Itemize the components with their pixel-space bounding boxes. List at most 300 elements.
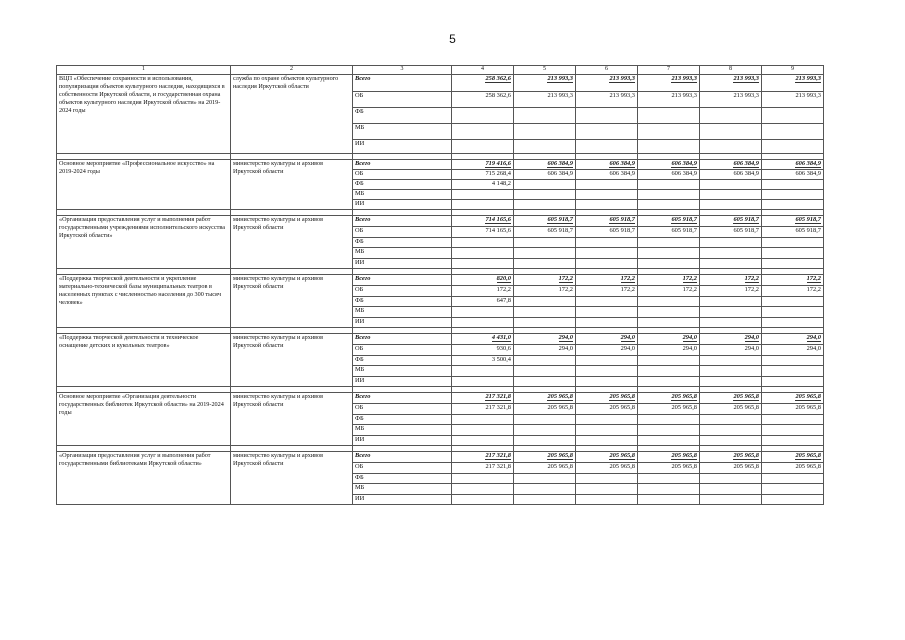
funding-source: Всего — [353, 392, 452, 403]
amount-value: 606 384,9 — [795, 169, 821, 177]
executor: министерство культуры и архивов Иркутской области — [231, 215, 353, 268]
funding-source: МБ — [353, 123, 452, 139]
amount-value: 213 993,3 — [609, 74, 635, 82]
amount-cell — [762, 483, 824, 494]
column-number: 7 — [638, 66, 700, 75]
amount-cell — [700, 91, 762, 107]
amount-cell — [576, 306, 638, 317]
amount-cell — [514, 414, 576, 424]
amount-value: 714 165,6 — [485, 215, 511, 223]
executor: министерство культуры и архивов Иркутской области — [231, 274, 353, 327]
amount-cell — [452, 237, 514, 247]
amount-cell — [514, 285, 576, 296]
amount-cell — [700, 199, 762, 209]
amount-cell — [452, 91, 514, 107]
amount-cell — [638, 414, 700, 424]
amount-cell — [638, 107, 700, 123]
amount-cell — [514, 494, 576, 504]
amount-cell — [452, 403, 514, 414]
amount-value: 205 965,8 — [609, 451, 635, 459]
amount-cell — [514, 107, 576, 123]
funding-source: ИИ — [353, 435, 452, 445]
executor: министерство культуры и архивов Иркутской области — [231, 333, 353, 386]
amount-cell — [762, 91, 824, 107]
amount-cell — [700, 296, 762, 306]
amount-value: 217 321,8 — [485, 462, 511, 470]
amount-cell — [638, 296, 700, 306]
amount-cell — [762, 376, 824, 386]
amount-cell — [514, 355, 576, 365]
amount-cell — [576, 169, 638, 179]
amount-value: 719 416,6 — [485, 159, 511, 167]
amount-cell — [762, 344, 824, 355]
executor: министерство культуры и архивов Иркутской области — [231, 451, 353, 504]
amount-cell — [762, 424, 824, 435]
amount-cell — [576, 74, 638, 91]
amount-value: 605 918,7 — [609, 215, 635, 223]
amount-cell — [762, 403, 824, 414]
amount-value: 205 965,8 — [609, 462, 635, 470]
funding-source: Всего — [353, 333, 452, 344]
amount-cell — [700, 317, 762, 327]
amount-cell — [452, 179, 514, 189]
amount-cell — [514, 365, 576, 376]
amount-cell — [452, 317, 514, 327]
table-row — [57, 333, 824, 344]
amount-cell — [576, 159, 638, 169]
amount-value: 605 918,7 — [671, 226, 697, 234]
amount-value: 205 965,8 — [547, 403, 573, 411]
amount-cell — [700, 376, 762, 386]
amount-cell — [700, 435, 762, 445]
amount-value: 294,0 — [682, 333, 697, 341]
funding-source: ОБ — [353, 169, 452, 179]
amount-cell — [452, 494, 514, 504]
amount-cell — [576, 392, 638, 403]
table-row — [57, 215, 824, 226]
amount-value: 294,0 — [620, 344, 635, 352]
amount-cell — [514, 462, 576, 473]
amount-value: 930,6 — [496, 344, 511, 352]
amount-cell — [576, 462, 638, 473]
amount-value: 205 965,8 — [547, 392, 573, 400]
amount-value: 205 965,8 — [733, 451, 759, 459]
amount-cell — [514, 296, 576, 306]
amount-cell — [514, 159, 576, 169]
amount-cell — [514, 179, 576, 189]
amount-value: 606 384,9 — [609, 159, 635, 167]
amount-cell — [514, 435, 576, 445]
amount-cell — [452, 258, 514, 268]
amount-cell — [576, 376, 638, 386]
amount-cell — [452, 226, 514, 237]
amount-cell — [700, 215, 762, 226]
amount-value: 605 918,7 — [609, 226, 635, 234]
amount-cell — [452, 451, 514, 462]
amount-value: 294,0 — [744, 344, 759, 352]
table-row — [57, 451, 824, 462]
amount-cell — [638, 247, 700, 258]
column-number: 9 — [762, 66, 824, 75]
amount-cell — [700, 159, 762, 169]
amount-value: 294,0 — [558, 344, 573, 352]
amount-cell — [452, 473, 514, 483]
program-name: «Организация предоставления услуг и выполнения работ государственными библиотеками Иркутской области» — [57, 451, 231, 504]
amount-cell — [576, 451, 638, 462]
funding-source: ИИ — [353, 494, 452, 504]
amount-cell — [452, 355, 514, 365]
amount-cell — [700, 344, 762, 355]
amount-cell — [576, 139, 638, 153]
amount-cell — [762, 306, 824, 317]
amount-cell — [452, 215, 514, 226]
column-number: 8 — [700, 66, 762, 75]
amount-cell — [452, 365, 514, 376]
amount-cell — [576, 296, 638, 306]
table-row — [57, 74, 824, 91]
funding-source: МБ — [353, 306, 452, 317]
amount-cell — [762, 462, 824, 473]
amount-cell — [514, 274, 576, 285]
amount-value: 213 993,3 — [733, 74, 759, 82]
amount-cell — [638, 199, 700, 209]
amount-value: 205 965,8 — [671, 403, 697, 411]
table-row — [57, 159, 824, 169]
amount-cell — [638, 226, 700, 237]
amount-cell — [762, 355, 824, 365]
amount-value: 213 993,3 — [547, 74, 573, 82]
page-number: 5 — [449, 32, 456, 46]
amount-cell — [514, 123, 576, 139]
executor: служба по охране объектов культурного наследия Иркутской области — [231, 74, 353, 153]
amount-value: 606 384,9 — [547, 159, 573, 167]
amount-cell — [514, 473, 576, 483]
amount-cell — [576, 333, 638, 344]
amount-value: 172,2 — [620, 274, 635, 282]
amount-cell — [514, 91, 576, 107]
amount-cell — [576, 226, 638, 237]
amount-value: 605 918,7 — [795, 226, 821, 234]
amount-value: 213 993,3 — [795, 74, 821, 82]
program-name: «Организация предоставления услуг и выполнения работ государственными учреждениями исполнительского искусства Иркутской области» — [57, 215, 231, 268]
amount-cell — [762, 107, 824, 123]
program-name: «Поддержка творческой деятельности и техническое оснащение детских и кукольных театров» — [57, 333, 231, 386]
amount-cell — [762, 285, 824, 296]
amount-value: 217 321,8 — [485, 403, 511, 411]
amount-cell — [638, 179, 700, 189]
amount-cell — [576, 483, 638, 494]
funding-source: Всего — [353, 74, 452, 91]
amount-value: 217 321,8 — [485, 392, 511, 400]
amount-cell — [452, 169, 514, 179]
amount-value: 605 918,7 — [547, 226, 573, 234]
amount-cell — [762, 274, 824, 285]
funding-source: ИИ — [353, 199, 452, 209]
amount-cell — [452, 189, 514, 199]
amount-cell — [762, 139, 824, 153]
amount-value: 606 384,9 — [671, 169, 697, 177]
funding-source: ФБ — [353, 355, 452, 365]
amount-value: 213 993,3 — [671, 74, 697, 82]
amount-value: 606 384,9 — [795, 159, 821, 167]
amount-cell — [514, 74, 576, 91]
amount-cell — [638, 285, 700, 296]
amount-cell — [638, 462, 700, 473]
amount-cell — [638, 317, 700, 327]
amount-value: 294,0 — [806, 344, 821, 352]
amount-cell — [762, 123, 824, 139]
amount-value: 205 965,8 — [609, 403, 635, 411]
amount-cell — [700, 355, 762, 365]
amount-cell — [700, 424, 762, 435]
amount-cell — [700, 462, 762, 473]
amount-cell — [514, 317, 576, 327]
amount-cell — [762, 296, 824, 306]
amount-cell — [638, 365, 700, 376]
amount-value: 258 362,6 — [485, 74, 511, 82]
funding-source: ОБ — [353, 226, 452, 237]
amount-cell — [638, 169, 700, 179]
amount-cell — [576, 179, 638, 189]
amount-cell — [638, 91, 700, 107]
amount-cell — [762, 215, 824, 226]
program-name: ВЦП «Обеспечение сохранности и использования, популяризация объектов культурного наследия, находящихся в собственности Иркутской области, и государственная охрана объектов культурного наследия Иркутской области» на 2019-2024 годы — [57, 74, 231, 153]
funding-source: Всего — [353, 274, 452, 285]
amount-cell — [638, 494, 700, 504]
amount-cell — [452, 424, 514, 435]
amount-cell — [452, 139, 514, 153]
amount-value: 294,0 — [620, 333, 635, 341]
amount-cell — [514, 333, 576, 344]
amount-value: 605 918,7 — [671, 215, 697, 223]
amount-cell — [762, 473, 824, 483]
amount-value: 172,2 — [806, 274, 821, 282]
amount-cell — [576, 403, 638, 414]
amount-value: 205 965,8 — [671, 392, 697, 400]
funding-source: Всего — [353, 159, 452, 169]
funding-source: ФБ — [353, 296, 452, 306]
amount-cell — [576, 91, 638, 107]
funding-source: ФБ — [353, 473, 452, 483]
amount-cell — [452, 376, 514, 386]
amount-cell — [700, 107, 762, 123]
amount-value: 205 965,8 — [733, 403, 759, 411]
funding-source: ОБ — [353, 403, 452, 414]
amount-value: 294,0 — [682, 344, 697, 352]
amount-cell — [700, 179, 762, 189]
amount-cell — [638, 376, 700, 386]
amount-cell — [638, 258, 700, 268]
amount-cell — [576, 274, 638, 285]
amount-value: 172,2 — [682, 285, 697, 293]
amount-value: 172,2 — [744, 274, 759, 282]
amount-cell — [576, 424, 638, 435]
funding-source: МБ — [353, 365, 452, 376]
column-number: 6 — [576, 66, 638, 75]
amount-cell — [762, 247, 824, 258]
amount-cell — [638, 392, 700, 403]
amount-cell — [514, 139, 576, 153]
amount-cell — [514, 403, 576, 414]
amount-cell — [452, 159, 514, 169]
amount-cell — [700, 451, 762, 462]
amount-cell — [576, 414, 638, 424]
amount-cell — [452, 392, 514, 403]
amount-cell — [452, 296, 514, 306]
amount-value: 172,2 — [806, 285, 821, 293]
amount-cell — [762, 435, 824, 445]
funding-source: ОБ — [353, 91, 452, 107]
amount-value: 606 384,9 — [547, 169, 573, 177]
funding-source: Всего — [353, 451, 452, 462]
amount-value: 172,2 — [496, 285, 511, 293]
funding-source: ФБ — [353, 237, 452, 247]
amount-cell — [638, 483, 700, 494]
amount-cell — [638, 215, 700, 226]
amount-value: 714 165,6 — [485, 226, 511, 234]
amount-cell — [452, 247, 514, 258]
amount-value: 172,2 — [744, 285, 759, 293]
amount-cell — [700, 333, 762, 344]
amount-cell — [700, 473, 762, 483]
amount-value: 647,8 — [496, 296, 511, 304]
amount-cell — [514, 215, 576, 226]
program-name: Основное мероприятие «Организация деятельности государственных библиотек Иркутской области» на 2019-2024 годы — [57, 392, 231, 445]
amount-cell — [452, 306, 514, 317]
amount-value: 3 500,4 — [491, 355, 511, 363]
funding-source: ИИ — [353, 317, 452, 327]
amount-cell — [576, 189, 638, 199]
amount-value: 213 993,3 — [547, 91, 573, 99]
amount-value: 172,2 — [558, 285, 573, 293]
amount-value: 205 965,8 — [733, 392, 759, 400]
funding-source: ИИ — [353, 258, 452, 268]
amount-cell — [638, 123, 700, 139]
amount-cell — [638, 306, 700, 317]
amount-cell — [638, 274, 700, 285]
amount-cell — [452, 285, 514, 296]
column-number: 1 — [57, 66, 231, 75]
funding-source: ИИ — [353, 376, 452, 386]
amount-value: 258 362,6 — [485, 91, 511, 99]
amount-cell — [638, 74, 700, 91]
amount-value: 213 993,3 — [609, 91, 635, 99]
funding-source: ИИ — [353, 139, 452, 153]
amount-cell — [700, 123, 762, 139]
amount-cell — [514, 376, 576, 386]
amount-cell — [576, 317, 638, 327]
funding-source: ФБ — [353, 179, 452, 189]
executor: министерство культуры и архивов Иркутской области — [231, 392, 353, 445]
column-number: 2 — [231, 66, 353, 75]
amount-cell — [452, 123, 514, 139]
amount-cell — [700, 483, 762, 494]
amount-value: 172,2 — [620, 285, 635, 293]
amount-cell — [638, 403, 700, 414]
amount-cell — [514, 483, 576, 494]
amount-cell — [514, 199, 576, 209]
amount-cell — [576, 215, 638, 226]
amount-cell — [638, 139, 700, 153]
amount-cell — [762, 333, 824, 344]
amount-cell — [576, 107, 638, 123]
amount-cell — [576, 355, 638, 365]
amount-cell — [638, 424, 700, 435]
amount-cell — [700, 274, 762, 285]
amount-cell — [638, 237, 700, 247]
amount-value: 606 384,9 — [733, 159, 759, 167]
amount-value: 294,0 — [806, 333, 821, 341]
amount-cell — [700, 414, 762, 424]
amount-value: 294,0 — [558, 333, 573, 341]
amount-cell — [576, 285, 638, 296]
amount-value: 606 384,9 — [733, 169, 759, 177]
amount-cell — [514, 189, 576, 199]
funding-source: МБ — [353, 189, 452, 199]
budget-table — [56, 65, 824, 505]
funding-source: ФБ — [353, 107, 452, 123]
amount-cell — [452, 344, 514, 355]
amount-value: 605 918,7 — [733, 215, 759, 223]
amount-cell — [452, 333, 514, 344]
amount-cell — [514, 424, 576, 435]
amount-cell — [576, 344, 638, 355]
amount-value: 205 965,8 — [671, 462, 697, 470]
amount-value: 606 384,9 — [671, 159, 697, 167]
amount-cell — [452, 435, 514, 445]
amount-cell — [700, 237, 762, 247]
amount-cell — [762, 199, 824, 209]
program-name: Основное мероприятие «Профессиональное искусство» на 2019-2024 годы — [57, 159, 231, 209]
amount-cell — [576, 247, 638, 258]
amount-cell — [576, 365, 638, 376]
funding-source: ОБ — [353, 344, 452, 355]
column-number: 4 — [452, 66, 514, 75]
amount-cell — [638, 355, 700, 365]
amount-cell — [514, 247, 576, 258]
amount-cell — [452, 414, 514, 424]
funding-source: МБ — [353, 247, 452, 258]
amount-cell — [576, 123, 638, 139]
amount-cell — [638, 344, 700, 355]
amount-cell — [638, 159, 700, 169]
amount-cell — [514, 226, 576, 237]
amount-cell — [638, 451, 700, 462]
amount-value: 205 965,8 — [733, 462, 759, 470]
amount-value: 172,2 — [682, 274, 697, 282]
amount-value: 4 148,2 — [491, 179, 511, 187]
amount-cell — [700, 403, 762, 414]
amount-cell — [762, 451, 824, 462]
amount-value: 205 965,8 — [671, 451, 697, 459]
amount-value: 205 965,8 — [795, 462, 821, 470]
amount-value: 820,0 — [496, 274, 511, 282]
funding-source: МБ — [353, 483, 452, 494]
amount-cell — [514, 344, 576, 355]
column-number: 3 — [353, 66, 452, 75]
amount-cell — [452, 483, 514, 494]
column-number: 5 — [514, 66, 576, 75]
amount-cell — [514, 237, 576, 247]
amount-cell — [762, 494, 824, 504]
funding-source: Всего — [353, 215, 452, 226]
amount-cell — [762, 179, 824, 189]
amount-value: 294,0 — [744, 333, 759, 341]
amount-cell — [700, 226, 762, 237]
amount-cell — [700, 306, 762, 317]
amount-cell — [700, 365, 762, 376]
amount-cell — [514, 306, 576, 317]
